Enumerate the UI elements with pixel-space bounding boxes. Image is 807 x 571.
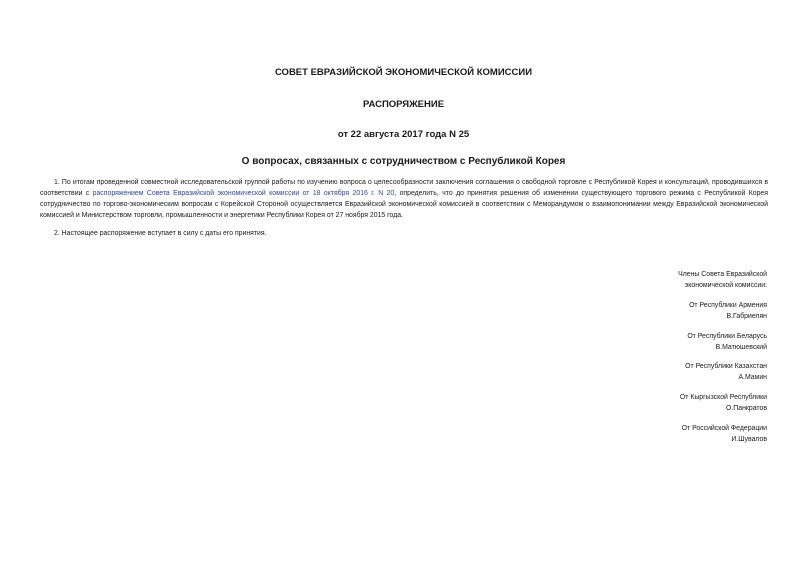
signature-block-kazakhstan: [547, 361, 767, 383]
document-type-heading: РАСПОРЯЖЕНИЕ: [362, 99, 445, 110]
signature-block-belarus: [547, 331, 767, 353]
signature-country: От Российской Федерации: [681, 425, 767, 432]
signature-name: В.Матюшевский: [715, 344, 767, 351]
signature-name: И.Шувалов: [731, 436, 767, 443]
document-title: О вопросах, связанных с сотрудничеством с Республикой Корея: [241, 156, 566, 167]
signature-name: О.Панкратов: [726, 405, 767, 412]
signature-country: От Республики Казахстан: [685, 363, 767, 370]
signature-country: От Республики Армения: [689, 302, 767, 309]
paragraph-2: 2. Настоящее распоряжение вступает в силу с даты его принятия.: [54, 230, 267, 237]
signatures-intro-line-2: экономической комиссии:: [684, 282, 767, 289]
signature-name: А.Мамин: [738, 374, 767, 381]
signature-name: В.Габриелян: [726, 313, 767, 320]
signature-block-armenia: [547, 300, 767, 322]
document-date-number: от 22 августа 2017 года N 25: [337, 129, 470, 140]
signature-block-russia: [547, 423, 767, 445]
paragraph-1-text-start: 1. По итогам проведенной совместной исследовательской группой работы по изучению вопроса о целесообразности заключения соглашения о свободной торговле с Республикой Корея и консультаций, проводившихся в соответствии с: [40, 179, 768, 197]
paragraph-1: [40, 177, 768, 221]
reference-link-decision-20[interactable]: распоряжением Совета Евразийской экономической комиссии от 18 октября 2016 г. N 20: [92, 190, 395, 197]
signature-country: От Республики Беларусь: [687, 333, 767, 340]
signatures-intro: [547, 269, 767, 291]
paragraph-1-text-end: , определить, что до принятия решения об изменении существующего торгового режима с Республикой Корея сотрудничество по торгово-экономическим вопросам с Корейской Стороной осуществляется Евразийской экономической комиссией в соответствии с Меморандумом о взаимопонимании между Евразийской экономической комиссией и Министерством торговли, промышленности и энергетики Республики Корея от 27 ноября 2015 года.: [40, 190, 768, 219]
signature-block-kyrgyzstan: [547, 392, 767, 414]
organization-heading: СОВЕТ ЕВРАЗИЙСКОЙ ЭКОНОМИЧЕСКОЙ КОМИССИИ: [274, 67, 533, 78]
signatures-intro-line-1: Члены Совета Евразийской: [678, 271, 767, 278]
signature-country: От Кыргызской Республики: [679, 394, 767, 401]
